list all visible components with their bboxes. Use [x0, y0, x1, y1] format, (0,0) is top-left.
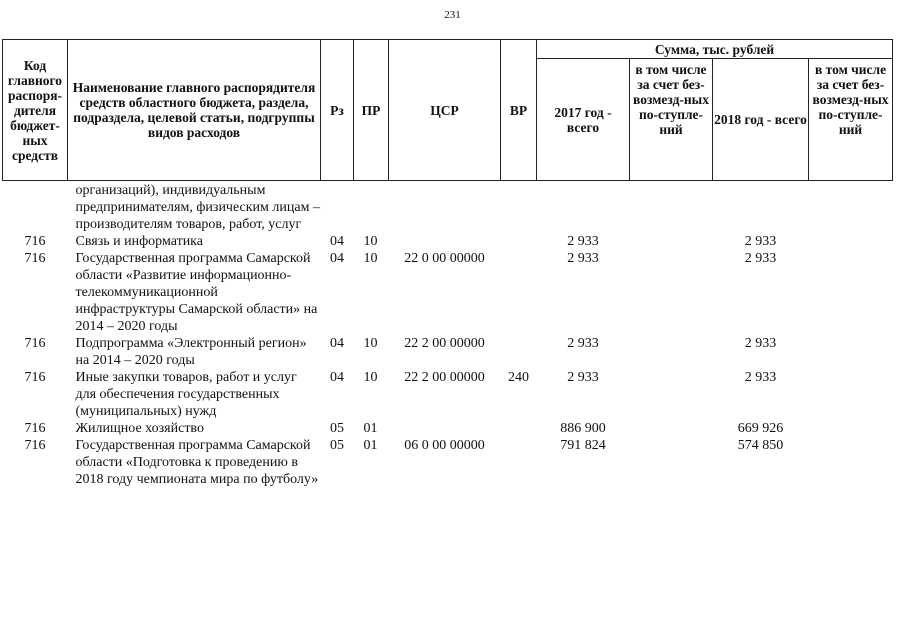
page-number: 231 — [444, 9, 461, 21]
row-2017-free — [630, 420, 713, 437]
row-2017: 886 900 — [560, 421, 606, 436]
row-pr: 10 — [363, 336, 378, 351]
row-name: Связь и информатика — [75, 234, 203, 249]
row-2018-free — [809, 250, 893, 335]
row-name: Государственная программа Самарской области «Подготовка к проведению в 2018 году чемпионата мира по футболу» — [75, 438, 319, 487]
row-2018-free — [809, 420, 893, 437]
row-rz: 04 — [330, 370, 344, 385]
row-2018: 2 933 — [744, 251, 777, 266]
row-code: 716 — [24, 336, 46, 351]
row-2018 — [713, 181, 809, 234]
row-vr — [501, 250, 537, 335]
row-2017-free — [630, 250, 713, 335]
row-rz: 04 — [330, 251, 344, 266]
row-code — [3, 181, 68, 234]
header-2017-total: 2017 год - всего — [537, 59, 630, 181]
row-2017: 2 933 — [567, 234, 599, 249]
row-csr — [389, 181, 501, 234]
row-2018-free — [809, 369, 893, 420]
header-csr: ЦСР — [389, 40, 501, 181]
row-2018-free — [809, 233, 893, 250]
row-2018-free — [809, 437, 893, 488]
row-vr — [501, 335, 537, 369]
row-csr: 06 0 00 00000 — [404, 438, 485, 453]
row-code: 716 — [24, 370, 46, 385]
row-2017-free — [630, 369, 713, 420]
row-name: Жилищное хозяйство — [75, 421, 204, 436]
table-row — [3, 250, 893, 335]
header-name: Наименование главного распорядителя средств областного бюджета, раздела, подраздела, целевой статьи, подгруппы видов расходов — [68, 40, 321, 181]
row-2018-free — [809, 181, 893, 234]
row-vr — [501, 181, 537, 234]
row-vr — [501, 420, 537, 437]
row-2018: 2 933 — [744, 370, 777, 385]
row-2018: 669 926 — [737, 421, 784, 436]
budget-table — [2, 39, 893, 488]
row-2017-free — [630, 335, 713, 369]
row-pr: 01 — [363, 438, 378, 453]
row-2018: 2 933 — [744, 336, 777, 351]
table-row — [3, 335, 893, 369]
row-name: Подпрограмма «Электронный регион» на 2014 – 2020 годы — [75, 336, 307, 368]
row-csr: 22 2 00 00000 — [404, 336, 485, 351]
table-header — [3, 40, 893, 181]
row-pr — [354, 181, 389, 234]
row-2017 — [537, 181, 630, 234]
row-2018: 2 933 — [744, 234, 777, 249]
header-code: Код главного распоря-дителя бюджет-ных средств — [3, 40, 68, 181]
header-rz: Рз — [321, 40, 354, 181]
header-pr: ПР — [354, 40, 389, 181]
row-csr — [389, 420, 501, 437]
row-rz: 04 — [330, 336, 344, 351]
row-name: Государственная программа Самарской области «Развитие информационно-телекоммуникационной инфраструктуры Самарской области» на 2014 – 2020 годы — [75, 251, 318, 334]
table-row — [3, 420, 893, 437]
row-vr — [501, 233, 537, 250]
row-2017: 2 933 — [567, 251, 599, 266]
row-2017: 2 933 — [567, 370, 599, 385]
row-rz: 04 — [330, 234, 344, 249]
table-row — [3, 437, 893, 488]
row-name: организаций), индивидуальным предпринимателям, физическим лицам – производителям товаров, работ, услуг — [75, 183, 320, 232]
row-2017-free — [630, 437, 713, 488]
header-vr: ВР — [501, 40, 537, 181]
header-2017-free: в том числе за счет без-возмезд-ных по-ступле-ний — [630, 59, 713, 181]
row-2018-free — [809, 335, 893, 369]
row-rz — [321, 181, 354, 234]
row-rz: 05 — [330, 438, 344, 453]
table-row — [3, 233, 893, 250]
row-code: 716 — [24, 438, 46, 453]
row-csr: 22 2 00 00000 — [404, 370, 485, 385]
header-sum-group: Сумма, тыс. рублей — [537, 40, 893, 59]
row-2017-free — [630, 233, 713, 250]
row-vr — [501, 437, 537, 488]
header-2018-free: в том числе за счет без-возмезд-ных по-ступле-ний — [809, 59, 893, 181]
row-csr: 22 0 00 00000 — [404, 251, 485, 266]
row-rz: 05 — [330, 421, 344, 436]
table-row — [3, 181, 893, 234]
row-pr: 10 — [363, 234, 378, 249]
row-vr: 240 — [508, 370, 529, 385]
row-2018: 574 850 — [737, 438, 784, 453]
table-body — [3, 181, 893, 489]
row-2017: 791 824 — [560, 438, 606, 453]
table-row — [3, 369, 893, 420]
row-pr: 10 — [363, 251, 378, 266]
row-2017-free — [630, 181, 713, 234]
row-2017: 2 933 — [567, 336, 599, 351]
row-pr: 10 — [363, 370, 378, 385]
row-code: 716 — [24, 234, 46, 249]
row-code: 716 — [24, 421, 46, 436]
header-2018-total: 2018 год - всего — [713, 59, 809, 181]
row-name: Иные закупки товаров, работ и услуг для обеспечения государственных (муниципальных) нужд — [75, 370, 297, 419]
row-pr: 01 — [363, 421, 378, 436]
row-csr — [389, 233, 501, 250]
row-code: 716 — [24, 251, 46, 266]
